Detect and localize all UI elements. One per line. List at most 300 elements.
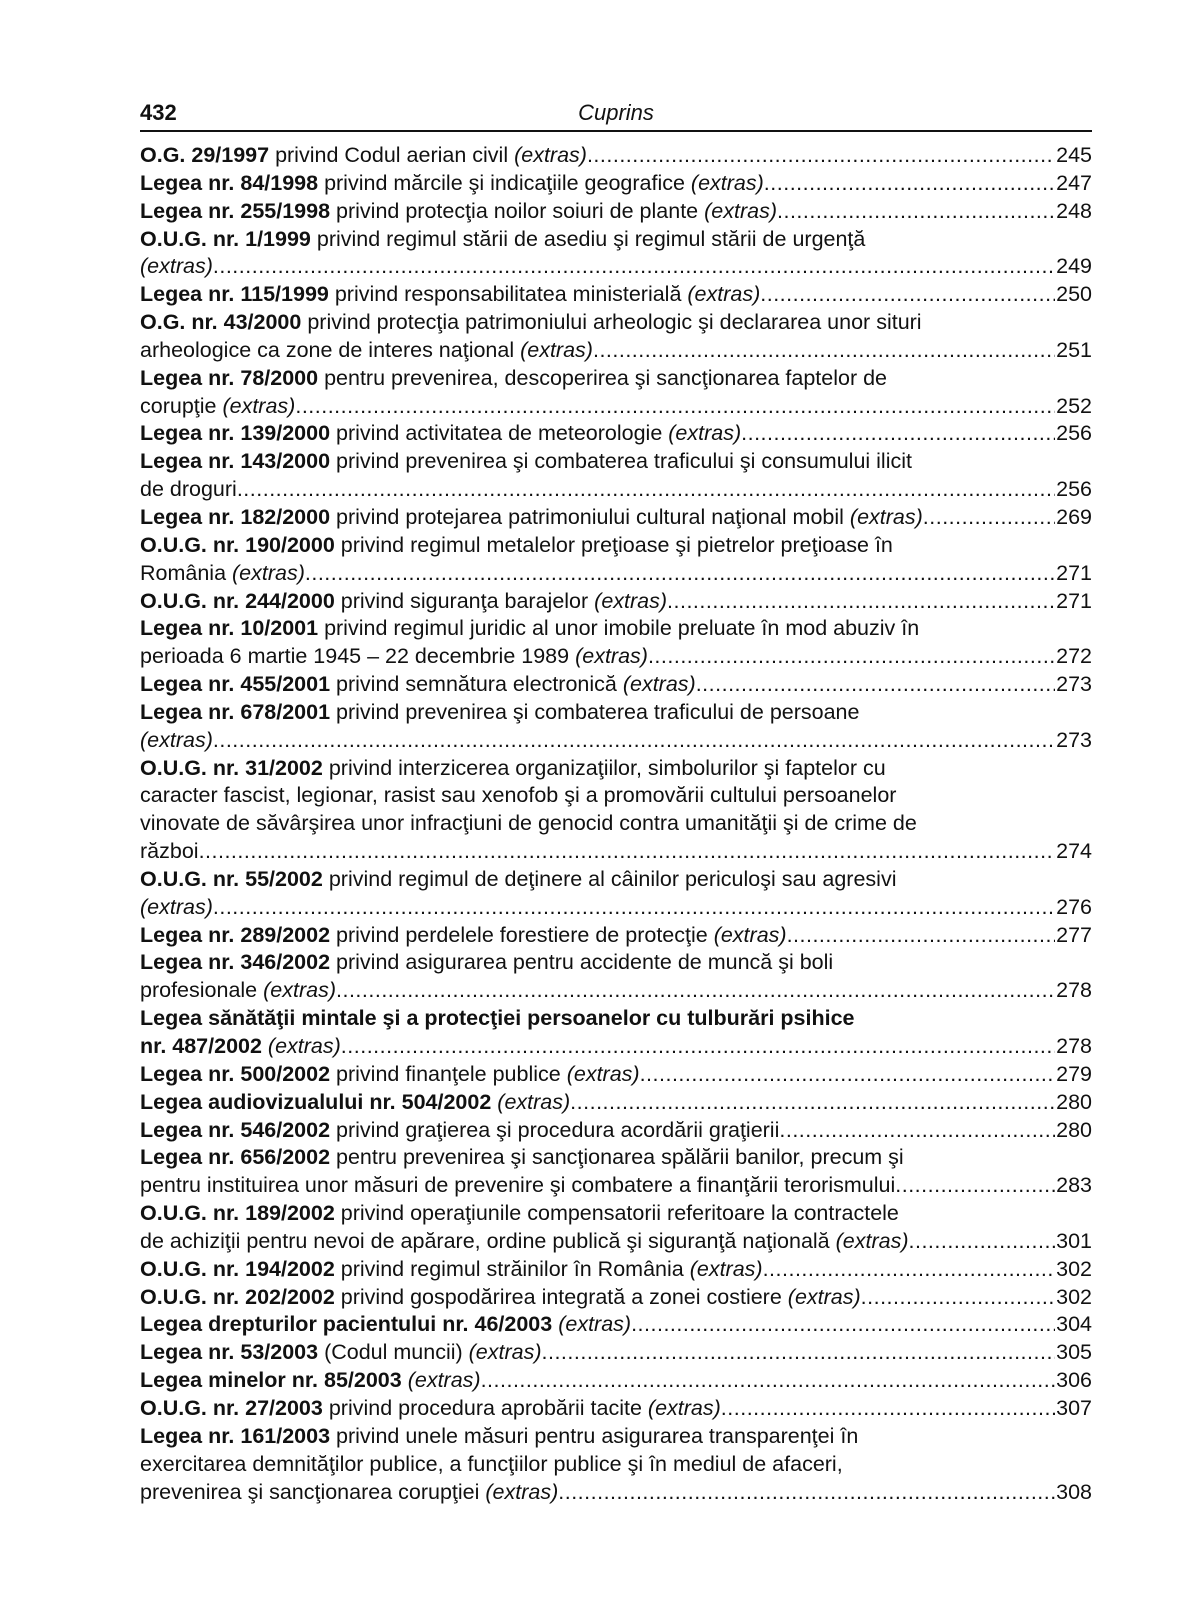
toc-entry	[140, 588, 1092, 616]
act-title: Legea nr. 10/2001	[140, 616, 319, 641]
dot-leader	[295, 393, 1055, 421]
toc-entry-line	[140, 365, 1092, 393]
dot-leader	[895, 1172, 1055, 1200]
toc-page-number: 308	[1056, 1479, 1092, 1504]
act-description: pentru prevenirea, descoperirea şi sancţionarea faptelor de	[318, 365, 887, 390]
toc-entry-text	[140, 1284, 861, 1312]
toc-page-number: 269	[1056, 504, 1092, 529]
act-description: perioada 6 martie 1945 – 22 decembrie 1989	[140, 644, 576, 669]
toc-entry-text	[140, 420, 741, 448]
dot-leader	[787, 922, 1056, 950]
toc-entry-line	[140, 1200, 1092, 1228]
act-description: România	[140, 560, 233, 585]
toc-page-number: 248	[1056, 198, 1092, 223]
act-description: (Codul muncii)	[318, 1340, 469, 1365]
toc-entry	[140, 420, 1092, 448]
toc-entry-last-line	[140, 1172, 1092, 1200]
dot-leader	[861, 1284, 1055, 1312]
toc-entry-text	[140, 616, 919, 640]
toc-entry-text	[140, 504, 923, 532]
toc-entry-text	[140, 700, 859, 724]
dot-leader	[631, 1311, 1055, 1339]
toc-entry-last-line	[140, 1033, 1092, 1061]
toc-entry	[140, 198, 1092, 226]
toc-entry-last-line	[140, 643, 1092, 671]
act-description: privind regimul străinilor în România	[334, 1256, 690, 1281]
act-description: privind gospodărirea integrată a zonei costiere	[334, 1284, 788, 1309]
act-description: profesionale	[140, 978, 264, 1003]
act-title: O.U.G. nr. 27/2003	[140, 1395, 323, 1420]
toc-page-number: 247	[1056, 170, 1092, 195]
toc-entry-text	[140, 1395, 721, 1423]
extract-note: (extras)	[713, 922, 787, 947]
extract-note: (extras)	[267, 1034, 341, 1058]
act-description: privind unele măsuri pentru asigurarea transparenţei în	[330, 1423, 859, 1448]
toc-page-number: 277	[1056, 922, 1092, 947]
toc-entry-last-line	[140, 1339, 1092, 1367]
toc-entry-text	[140, 1311, 631, 1339]
act-title: Legea nr. 143/2000	[140, 449, 331, 474]
extract-note: (extras)	[407, 1368, 481, 1393]
toc-entry-text	[140, 1172, 895, 1200]
toc-entry-last-line	[140, 504, 1092, 532]
dot-leader	[542, 1339, 1056, 1367]
extract-note: (extras)	[140, 894, 213, 919]
document-page	[140, 96, 1092, 1506]
act-description: război	[140, 839, 199, 864]
dot-leader	[777, 198, 1055, 226]
toc-entry	[140, 281, 1092, 309]
toc-entry-line	[140, 1423, 1092, 1451]
toc-entry-last-line	[140, 977, 1092, 1005]
act-title: Legea nr. 678/2001	[140, 699, 331, 724]
toc-entry-last-line	[140, 420, 1092, 448]
dot-leader	[923, 504, 1055, 532]
toc-entry-text	[140, 811, 917, 835]
act-description: privind procedura aprobării tacite	[322, 1395, 648, 1420]
toc-page-number: 250	[1056, 282, 1092, 307]
dot-leader	[764, 170, 1055, 198]
toc-entry-line	[140, 1144, 1092, 1172]
toc-entry-line	[140, 699, 1092, 727]
extract-note: (extras)	[140, 727, 213, 752]
toc-entry-text	[140, 476, 237, 504]
toc-entry-text	[140, 1201, 899, 1225]
act-title: Legea audiovizualului nr. 504/2002	[140, 1089, 492, 1114]
toc-entry-text	[140, 977, 336, 1005]
toc-entry	[140, 1311, 1092, 1339]
toc-page-number: 272	[1056, 644, 1092, 669]
act-title: Legea nr. 139/2000	[140, 421, 331, 446]
toc-entry	[140, 755, 1092, 866]
toc-entry-last-line	[140, 1479, 1092, 1507]
act-description: de droguri	[140, 477, 237, 502]
toc-entry-line	[140, 866, 1092, 894]
act-title: Legea minelor nr. 85/2003	[140, 1368, 402, 1393]
extract-note: (extras)	[787, 1284, 861, 1309]
toc-entry-last-line	[140, 142, 1092, 170]
act-description: pentru instituirea unor măsuri de prevenire şi combatere a finanţării terorismului	[140, 1173, 896, 1198]
toc-entry-text	[140, 838, 199, 866]
toc-page-number: 252	[1056, 393, 1092, 418]
act-description: privind protecţia patrimoniului arheologic şi declararea unor situri	[301, 310, 922, 335]
toc-entry-text	[140, 253, 213, 281]
toc-page-number: 306	[1056, 1368, 1092, 1393]
toc-entry-text	[140, 1452, 843, 1476]
act-description: privind mărcile şi indicaţiile geografice	[318, 170, 691, 195]
toc-entry	[140, 1200, 1092, 1256]
extract-note: (extras)	[232, 560, 305, 585]
act-description: corupţie	[140, 393, 223, 418]
toc-entry-text	[140, 1339, 542, 1367]
dot-leader	[741, 420, 1055, 448]
toc-entry-last-line	[140, 894, 1092, 922]
toc-entry-text	[140, 1479, 558, 1507]
toc-entry-text	[140, 727, 213, 755]
dot-leader	[763, 1256, 1056, 1284]
act-title: Legea nr. 53/2003	[140, 1340, 319, 1365]
toc-page-number: 271	[1056, 588, 1092, 613]
dot-leader	[237, 476, 1055, 504]
toc-entry-text	[140, 588, 667, 616]
toc-entry	[140, 949, 1092, 1005]
toc-entry-text	[140, 142, 587, 170]
dot-leader	[696, 671, 1055, 699]
act-title: Legea drepturilor pacientului nr. 46/2003	[140, 1312, 553, 1337]
act-title: Legea nr. 289/2002	[140, 922, 331, 947]
page-header	[140, 96, 1092, 132]
toc-entry	[140, 309, 1092, 365]
toc-entry-line	[140, 226, 1092, 254]
toc-entry-text	[140, 867, 896, 891]
toc-page-number: 273	[1056, 727, 1092, 752]
dot-leader	[305, 560, 1055, 588]
toc-entry-last-line	[140, 922, 1092, 950]
extract-note: (extras)	[689, 1256, 763, 1281]
act-description: privind operaţiunile compensatorii referitoare la contractele	[334, 1201, 899, 1226]
toc-entry-last-line	[140, 671, 1092, 699]
toc-page-number: 271	[1056, 560, 1092, 585]
toc-entry	[140, 1284, 1092, 1312]
toc-page-number: 283	[1056, 1173, 1092, 1198]
act-description: privind responsabilitatea ministerială	[328, 282, 688, 307]
act-title: O.U.G. nr. 189/2002	[140, 1201, 335, 1226]
toc-entry	[140, 365, 1092, 421]
toc-entry	[140, 1367, 1092, 1395]
act-description: privind prevenirea şi combaterea traficului şi consumului ilicit	[330, 449, 912, 474]
toc-entry-text	[140, 1228, 909, 1256]
act-description: privind graţierea şi procedura acordării graţierii	[330, 1117, 780, 1142]
toc-page-number: 245	[1056, 143, 1092, 167]
act-description: de achiziţii pentru nevoi de apărare, ordine publică şi siguranţă naţională	[140, 1228, 836, 1253]
act-title: Legea nr. 84/1998	[140, 170, 319, 195]
toc-entry-text	[140, 1256, 763, 1284]
toc-entry	[140, 1144, 1092, 1200]
dot-leader	[721, 1395, 1055, 1423]
extract-note: (extras)	[849, 504, 923, 529]
toc-entry	[140, 1395, 1092, 1423]
act-title: Legea nr. 78/2000	[140, 365, 319, 390]
toc-page-number: 280	[1056, 1089, 1092, 1114]
act-description: privind Codul aerian civil	[269, 143, 515, 167]
toc-page-number: 302	[1056, 1256, 1092, 1281]
toc-entry-last-line	[140, 476, 1092, 504]
act-description: privind siguranţa barajelor	[334, 588, 595, 613]
toc-entry-last-line	[140, 1117, 1092, 1145]
act-description: privind regimul de deţinere al câinilor periculoşi sau agresivi	[322, 866, 897, 891]
extract-note: (extras)	[835, 1228, 909, 1253]
toc-entry-text	[140, 281, 760, 309]
act-title: O.U.G. nr. 31/2002	[140, 755, 323, 780]
toc-entry-text	[140, 310, 922, 334]
toc-entry-text	[140, 393, 295, 421]
extract-note: (extras)	[485, 1479, 559, 1504]
act-title: Legea nr. 500/2002	[140, 1061, 331, 1086]
dot-leader	[640, 1061, 1056, 1089]
toc-entry-last-line	[140, 253, 1092, 281]
extract-note: (extras)	[497, 1089, 571, 1114]
toc-entry-last-line	[140, 727, 1092, 755]
dot-leader	[213, 727, 1055, 755]
act-description: prevenirea şi sancţionarea corupţiei	[140, 1479, 486, 1504]
act-title: Legea sănătăţii mintale şi a protecţiei persoanelor cu tulburări psihice	[140, 1006, 855, 1031]
toc-entry-text	[140, 783, 896, 807]
toc-entry	[140, 1423, 1092, 1507]
toc-entry	[140, 1005, 1092, 1061]
toc-entry-last-line	[140, 337, 1092, 365]
dot-leader	[481, 1367, 1056, 1395]
toc-entry	[140, 1339, 1092, 1367]
act-description: privind perdelele forestiere de protecţie	[330, 922, 714, 947]
act-description: pentru prevenirea şi sancţionarea spălării banilor, precum şi	[330, 1145, 904, 1170]
toc-entry-last-line	[140, 281, 1092, 309]
dot-leader	[667, 588, 1055, 616]
dot-leader	[909, 1228, 1056, 1256]
toc-entry	[140, 671, 1092, 699]
toc-entry-line	[140, 448, 1092, 476]
act-title: O.U.G. nr. 244/2000	[140, 588, 335, 613]
toc-entry-last-line	[140, 170, 1092, 198]
toc-entry	[140, 699, 1092, 755]
toc-page-number: 273	[1056, 672, 1092, 697]
extract-note: (extras)	[690, 170, 764, 195]
toc-entry-last-line	[140, 198, 1092, 226]
toc-entry	[140, 922, 1092, 950]
toc-entry-text	[140, 1089, 570, 1117]
toc-entry-text	[140, 337, 593, 365]
extract-note: (extras)	[514, 143, 587, 167]
act-description: privind finanţele publice	[330, 1061, 567, 1086]
toc-entry	[140, 504, 1092, 532]
dot-leader	[570, 1089, 1055, 1117]
toc-entry	[140, 1089, 1092, 1117]
toc-page-number: 251	[1056, 337, 1092, 362]
toc-entry-last-line	[140, 1089, 1092, 1117]
act-description: arheologice ca zone de interes naţional	[140, 337, 521, 362]
toc-entry-text	[140, 950, 833, 974]
toc-entry-last-line	[140, 1395, 1092, 1423]
toc-entry-text	[140, 170, 764, 198]
toc-page-number: 302	[1056, 1284, 1092, 1309]
toc-entry-last-line	[140, 560, 1092, 588]
toc-entry-last-line	[140, 1228, 1092, 1256]
act-description: privind regimul stării de asediu şi regimul stării de urgenţă	[310, 226, 866, 251]
dot-leader	[593, 337, 1055, 365]
act-description: vinovate de săvârşirea unor infracţiuni de genocid contra umanităţii şi de crime de	[140, 811, 917, 836]
extract-note: (extras)	[704, 198, 777, 223]
extract-note: (extras)	[575, 644, 648, 669]
toc-entry-last-line	[140, 393, 1092, 421]
act-description: privind protejarea patrimoniului cultural naţional mobil	[330, 504, 850, 529]
act-description: privind activitatea de meteorologie	[330, 421, 669, 446]
toc-entry	[140, 532, 1092, 588]
toc-page-number: 307	[1056, 1395, 1092, 1420]
toc-page-number: 304	[1056, 1312, 1092, 1337]
toc-entry-text	[140, 1006, 855, 1030]
toc-entry-line	[140, 755, 1092, 783]
dot-leader	[213, 894, 1055, 922]
toc-entry-last-line	[140, 588, 1092, 616]
act-description: caracter fascist, legionar, rasist sau xenofob şi a promovării cultului persoanelor	[140, 783, 897, 808]
toc-page-number: 278	[1056, 978, 1092, 1003]
act-title: O.U.G. nr. 202/2002	[140, 1284, 335, 1309]
act-title: O.G. nr. 43/2000	[140, 310, 302, 335]
dot-leader	[336, 977, 1055, 1005]
act-title: Legea nr. 115/1999	[140, 282, 329, 307]
toc-entry-text	[140, 922, 787, 950]
act-title: O.U.G. nr. 194/2002	[140, 1256, 335, 1281]
dot-leader	[199, 838, 1056, 866]
toc-entry-text	[140, 671, 696, 699]
toc-page-number: 276	[1056, 894, 1092, 919]
dot-leader	[341, 1033, 1055, 1061]
toc-page-number: 278	[1056, 1034, 1092, 1058]
toc-entry	[140, 615, 1092, 671]
table-of-contents	[140, 142, 1092, 1506]
act-title: O.U.G. nr. 190/2000	[140, 532, 335, 557]
dot-leader	[648, 643, 1055, 671]
extract-note: (extras)	[222, 393, 296, 418]
toc-entry-line	[140, 615, 1092, 643]
act-description: privind asigurarea pentru accidente de muncă şi boli	[330, 950, 834, 975]
toc-entry	[140, 1256, 1092, 1284]
extract-note: (extras)	[594, 588, 668, 613]
act-title: Legea nr. 656/2002	[140, 1145, 331, 1170]
toc-entry-line	[140, 810, 1092, 838]
toc-entry-text	[140, 1367, 481, 1395]
toc-entry-text	[140, 449, 912, 473]
toc-entry	[140, 448, 1092, 504]
toc-page-number: 256	[1056, 421, 1092, 446]
toc-page-number: 256	[1056, 477, 1092, 502]
dot-leader	[760, 281, 1055, 309]
toc-entry-line	[140, 782, 1092, 810]
toc-entry-text	[140, 894, 213, 922]
act-description: privind semnătura electronică	[330, 672, 623, 697]
toc-entry-last-line	[140, 1256, 1092, 1284]
act-title: Legea nr. 455/2001	[140, 672, 331, 697]
act-title: O.U.G. nr. 55/2002	[140, 866, 323, 891]
extract-note: (extras)	[566, 1061, 640, 1086]
toc-entry-line	[140, 1451, 1092, 1479]
dot-leader	[558, 1479, 1055, 1507]
toc-entry-text	[140, 198, 777, 226]
dot-leader	[587, 142, 1055, 170]
toc-entry-line	[140, 309, 1092, 337]
toc-entry-text	[140, 1061, 640, 1089]
toc-page-number: 280	[1056, 1117, 1092, 1142]
toc-entry	[140, 1061, 1092, 1089]
toc-entry	[140, 170, 1092, 198]
toc-entry-last-line	[140, 1061, 1092, 1089]
act-description: exercitarea demnităţilor publice, a funcţiilor publice şi în mediul de afaceri,	[140, 1451, 843, 1476]
extract-note: (extras)	[468, 1340, 542, 1365]
toc-page-number: 274	[1056, 839, 1092, 864]
toc-entry-text	[140, 1117, 779, 1145]
act-title: Legea nr. 182/2000	[140, 504, 331, 529]
toc-entry-text	[140, 533, 893, 557]
extract-note: (extras)	[140, 254, 213, 279]
toc-entry-last-line	[140, 838, 1092, 866]
toc-entry-last-line	[140, 1311, 1092, 1339]
extract-note: (extras)	[687, 282, 761, 307]
toc-page-number: 301	[1056, 1228, 1092, 1253]
running-title: Cuprins	[578, 100, 654, 125]
toc-entry	[140, 226, 1092, 282]
toc-entry-text	[140, 643, 648, 671]
act-title: Legea nr. 161/2003	[140, 1423, 331, 1448]
toc-entry	[140, 1117, 1092, 1145]
act-title: Legea nr. 546/2002	[140, 1117, 331, 1142]
extract-note: (extras)	[520, 337, 593, 362]
extract-note: (extras)	[622, 672, 696, 697]
act-description: privind regimul juridic al unor imobile preluate în mod abuziv în	[318, 616, 920, 641]
act-title: Legea nr. 255/1998	[140, 198, 331, 223]
toc-page-number: 249	[1056, 254, 1092, 279]
toc-entry-text	[140, 560, 305, 588]
toc-page-number: 305	[1056, 1340, 1092, 1365]
toc-entry	[140, 866, 1092, 922]
act-title: nr. 487/2002	[140, 1034, 262, 1058]
toc-page-number: 279	[1056, 1061, 1092, 1086]
extract-note: (extras)	[647, 1395, 721, 1420]
toc-entry-text	[140, 756, 886, 780]
toc-entry-text	[140, 227, 865, 251]
toc-entry-line	[140, 532, 1092, 560]
toc-entry-text	[140, 366, 887, 390]
page-number: 432	[140, 100, 177, 125]
act-description: privind regimul metalelor preţioase şi pietrelor preţioase în	[334, 532, 893, 557]
toc-entry	[140, 142, 1092, 170]
dot-leader	[213, 253, 1055, 281]
toc-entry-last-line	[140, 1367, 1092, 1395]
extract-note: (extras)	[263, 978, 336, 1003]
extract-note: (extras)	[558, 1312, 632, 1337]
toc-entry-text	[140, 1424, 858, 1448]
toc-entry-line	[140, 1005, 1092, 1033]
toc-entry-line	[140, 949, 1092, 977]
act-description: privind interzicerea organizaţiilor, simbolurilor şi faptelor cu	[322, 755, 886, 780]
act-description: privind prevenirea şi combaterea traficului de persoane	[330, 699, 860, 724]
toc-entry-text	[140, 1145, 904, 1169]
extract-note: (extras)	[668, 421, 742, 446]
toc-entry-last-line	[140, 1284, 1092, 1312]
toc-entry-text	[140, 1033, 341, 1061]
act-description: privind protecţia noilor soiuri de plante	[330, 198, 705, 223]
act-title: O.G. 29/1997	[140, 143, 270, 167]
act-title: O.U.G. nr. 1/1999	[140, 226, 311, 251]
act-title: Legea nr. 346/2002	[140, 950, 331, 975]
